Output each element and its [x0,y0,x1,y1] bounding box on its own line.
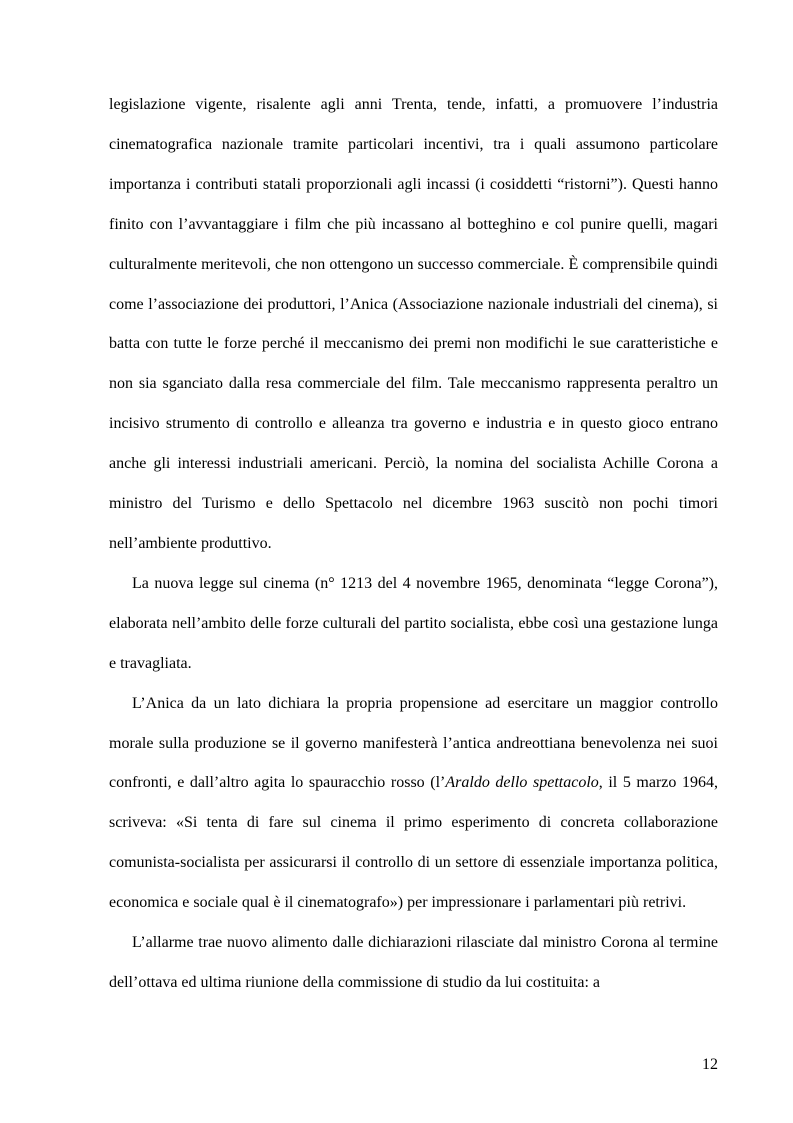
paragraph-1 [109,85,718,564]
paragraph-1-text: legislazione vigente, risalente agli anni Trenta, tende, infatti, a promuovere l’industria cinematografica nazionale tramite particolari incentivi, tra i quali assumono particolare importanza i contributi statali proporzionali agli incassi (i cosiddetti “ristorni”). Questi hanno finito con l’avvantaggiare i film che più incassano al botteghino e col punire quelli, magari culturalmente meritevoli, che non ottengono un successo commerciale. È comprensibile quindi come l’associazione dei produttori, l’Anica (Associazione nazionale industriali del cinema), si batta con tutte le forze perché il meccanismo dei premi non modifichi le sue caratteristiche e non sia sganciato dalla resa commerciale del film. Tale meccanismo rappresenta peraltro un incisivo strumento di controllo e alleanza tra governo e industria e in questo gioco entrano anche gli interessi industriali americani. Perciò, la nomina del socialista Achille Corona a ministro del Turismo e dello Spettacolo nel dicembre 1963 suscitò non pochi timori nell’ambiente produttivo. [109,96,718,552]
paragraph-4-text: L’allarme trae nuovo alimento dalle dichiarazioni rilasciate dal ministro Corona al termine dell’ottava ed ultima riunione della commissione di studio da lui costituita: a [109,934,718,991]
paragraph-3-text-start: L’Anica da un lato dichiara la propria propensione ad esercitare un maggior controllo morale sulla produzione se il governo manifesterà l’antica andreottiana benevolenza nei suoi confronti, e dall’altro agita lo spauracchio rosso (l’ [109,694,718,792]
body-text [109,85,718,1003]
paragraph-3-italic-title: Araldo dello spettacolo [445,774,599,792]
paragraph-3 [109,684,718,923]
paragraph-3-text-end: , il 5 marzo 1964, scriveva: «Si tenta di fare sul cinema il primo esperimento di concreta collaborazione comunista-socialista per assicurarsi il controllo di un settore di essenziale importanza politica, economica e sociale qual è il cinematografo») per impressionare i parlamentari più retrivi. [109,774,719,912]
paragraph-2-text: La nuova legge sul cinema (n° 1213 del 4 novembre 1965, denominata “legge Corona”), elaborata nell’ambito delle forze culturali del partito socialista, ebbe così una gestazione lunga e travagliata. [109,574,718,672]
paragraph-4 [109,923,718,1003]
paragraph-2 [109,564,718,684]
page-number: 12 [702,1056,718,1073]
